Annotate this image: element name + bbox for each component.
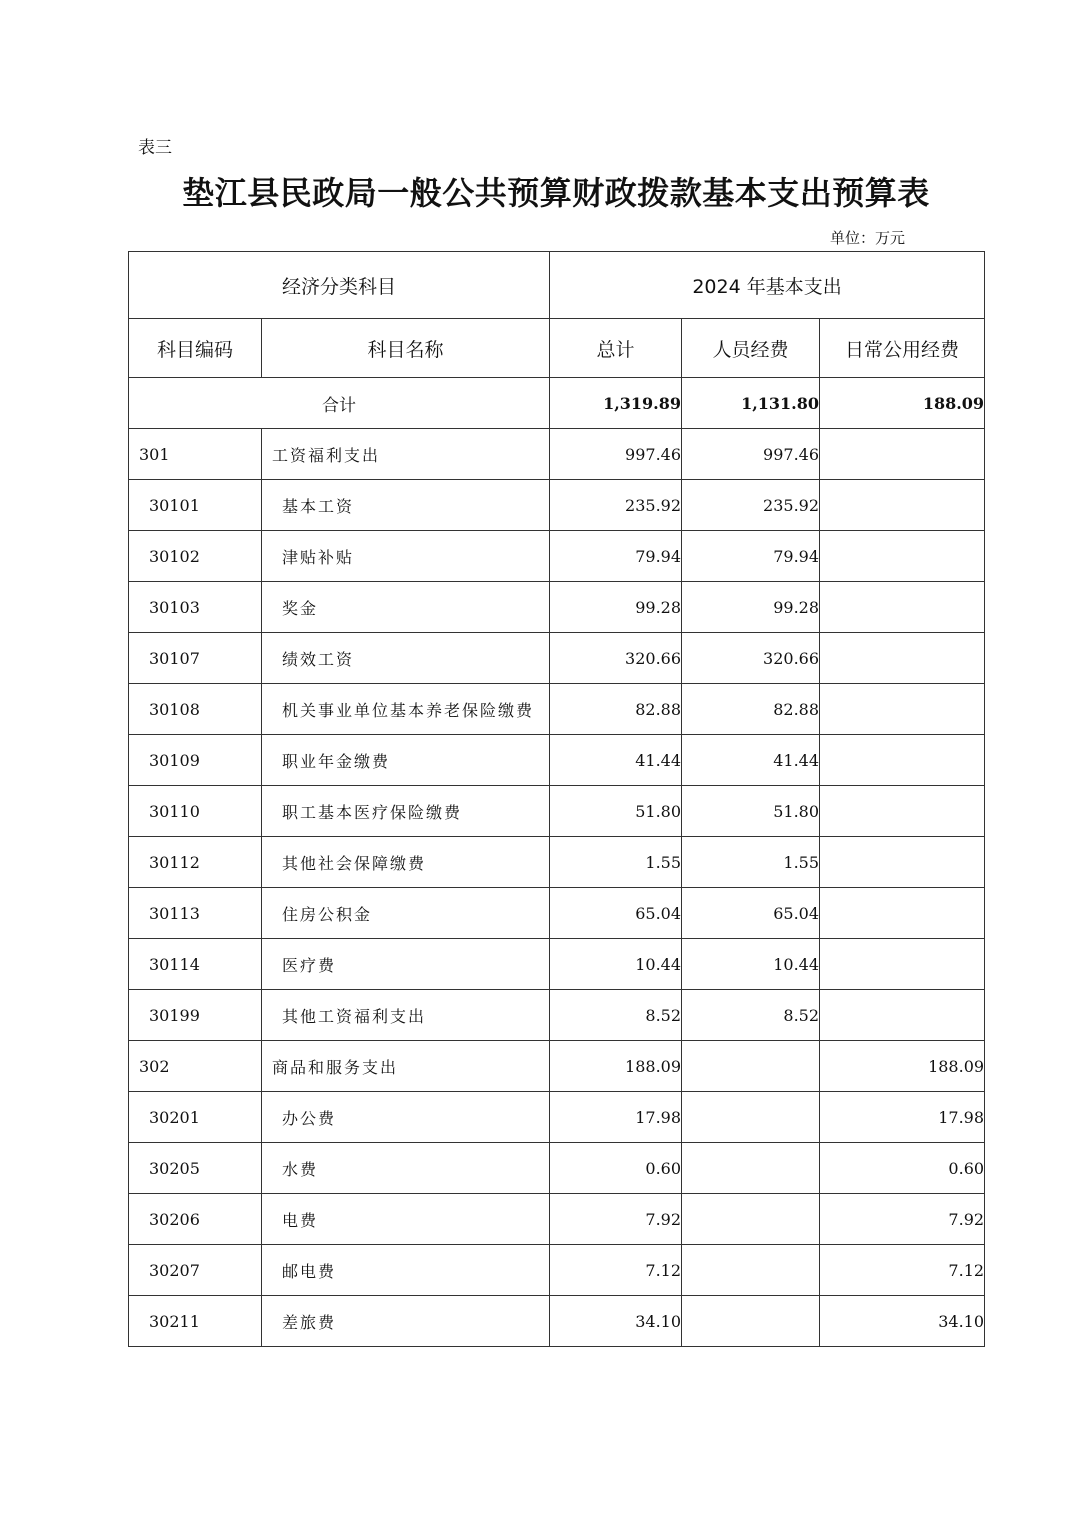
total-amount: 1,319.89 — [550, 378, 682, 429]
row-name: 职工基本医疗保险缴费 — [262, 786, 550, 837]
row-total: 320.66 — [550, 633, 682, 684]
row-public — [820, 786, 985, 837]
table-row — [129, 531, 985, 582]
row-code: 30112 — [129, 837, 262, 888]
table-row — [129, 429, 985, 480]
row-total: 65.04 — [550, 888, 682, 939]
row-code: 30113 — [129, 888, 262, 939]
row-name: 医疗费 — [262, 939, 550, 990]
header-total: 总计 — [550, 319, 682, 378]
total-row — [129, 378, 985, 429]
row-code: 30205 — [129, 1143, 262, 1194]
row-code: 30107 — [129, 633, 262, 684]
row-name: 绩效工资 — [262, 633, 550, 684]
row-public — [820, 735, 985, 786]
row-public — [820, 429, 985, 480]
row-public: 7.92 — [820, 1194, 985, 1245]
row-code: 30108 — [129, 684, 262, 735]
row-public — [820, 531, 985, 582]
table-row — [129, 990, 985, 1041]
row-personnel: 99.28 — [682, 582, 820, 633]
table-row — [129, 582, 985, 633]
header-econ-category: 经济分类科目 — [129, 252, 550, 319]
row-code: 30201 — [129, 1092, 262, 1143]
table-row — [129, 1143, 985, 1194]
row-code: 301 — [129, 429, 262, 480]
row-public — [820, 633, 985, 684]
row-public: 17.98 — [820, 1092, 985, 1143]
table-row — [129, 888, 985, 939]
row-name: 住房公积金 — [262, 888, 550, 939]
table-label: 表三 — [138, 138, 172, 158]
table-row — [129, 837, 985, 888]
header-personnel: 人员经费 — [682, 319, 820, 378]
table-row — [129, 939, 985, 990]
row-code: 30211 — [129, 1296, 262, 1347]
row-code: 30103 — [129, 582, 262, 633]
row-personnel — [682, 1245, 820, 1296]
row-name: 职业年金缴费 — [262, 735, 550, 786]
row-total: 82.88 — [550, 684, 682, 735]
row-public — [820, 582, 985, 633]
row-personnel: 41.44 — [682, 735, 820, 786]
row-name: 办公费 — [262, 1092, 550, 1143]
row-total: 188.09 — [550, 1041, 682, 1092]
table-row — [129, 735, 985, 786]
row-public: 7.12 — [820, 1245, 985, 1296]
row-code: 30199 — [129, 990, 262, 1041]
header-year-expense: 2024 年基本支出 — [550, 252, 985, 319]
row-personnel: 82.88 — [682, 684, 820, 735]
table-row — [129, 1092, 985, 1143]
row-code: 30114 — [129, 939, 262, 990]
row-code: 30102 — [129, 531, 262, 582]
row-code: 302 — [129, 1041, 262, 1092]
row-name: 电费 — [262, 1194, 550, 1245]
row-total: 1.55 — [550, 837, 682, 888]
row-personnel: 51.80 — [682, 786, 820, 837]
row-total: 79.94 — [550, 531, 682, 582]
row-personnel — [682, 1296, 820, 1347]
table-row — [129, 1245, 985, 1296]
row-public — [820, 990, 985, 1041]
row-personnel: 997.46 — [682, 429, 820, 480]
row-name: 商品和服务支出 — [262, 1041, 550, 1092]
row-name: 工资福利支出 — [262, 429, 550, 480]
total-public: 188.09 — [820, 378, 985, 429]
row-total: 99.28 — [550, 582, 682, 633]
row-public: 0.60 — [820, 1143, 985, 1194]
row-personnel: 65.04 — [682, 888, 820, 939]
row-code: 30101 — [129, 480, 262, 531]
row-code: 30206 — [129, 1194, 262, 1245]
table-row — [129, 1194, 985, 1245]
row-name: 机关事业单位基本养老保险缴费 — [262, 684, 550, 735]
row-code: 30110 — [129, 786, 262, 837]
row-total: 7.12 — [550, 1245, 682, 1296]
header-name: 科目名称 — [262, 319, 550, 378]
budget-table — [128, 251, 985, 1347]
row-code: 30109 — [129, 735, 262, 786]
table-row — [129, 633, 985, 684]
unit-label: 单位：万元 — [830, 229, 906, 247]
header-row-2 — [129, 319, 985, 378]
row-personnel: 320.66 — [682, 633, 820, 684]
row-name: 其他社会保障缴费 — [262, 837, 550, 888]
row-name: 差旅费 — [262, 1296, 550, 1347]
row-total: 17.98 — [550, 1092, 682, 1143]
row-public — [820, 684, 985, 735]
row-total: 51.80 — [550, 786, 682, 837]
row-personnel: 1.55 — [682, 837, 820, 888]
table-row — [129, 1041, 985, 1092]
row-personnel: 10.44 — [682, 939, 820, 990]
row-total: 235.92 — [550, 480, 682, 531]
row-total: 8.52 — [550, 990, 682, 1041]
row-total: 41.44 — [550, 735, 682, 786]
row-name: 水费 — [262, 1143, 550, 1194]
row-total: 34.10 — [550, 1296, 682, 1347]
row-personnel: 8.52 — [682, 990, 820, 1041]
row-personnel — [682, 1143, 820, 1194]
total-label: 合计 — [129, 378, 550, 429]
row-public: 34.10 — [820, 1296, 985, 1347]
row-personnel: 235.92 — [682, 480, 820, 531]
table-row — [129, 684, 985, 735]
header-code: 科目编码 — [129, 319, 262, 378]
row-personnel: 79.94 — [682, 531, 820, 582]
row-name: 奖金 — [262, 582, 550, 633]
row-name: 邮电费 — [262, 1245, 550, 1296]
row-total: 997.46 — [550, 429, 682, 480]
row-public — [820, 480, 985, 531]
header-public: 日常公用经费 — [820, 319, 985, 378]
row-public — [820, 939, 985, 990]
header-row-1 — [129, 252, 985, 319]
row-personnel — [682, 1041, 820, 1092]
total-personnel: 1,131.80 — [682, 378, 820, 429]
table-row — [129, 786, 985, 837]
row-public — [820, 888, 985, 939]
row-public — [820, 837, 985, 888]
row-total: 10.44 — [550, 939, 682, 990]
row-public: 188.09 — [820, 1041, 985, 1092]
row-total: 7.92 — [550, 1194, 682, 1245]
row-name: 基本工资 — [262, 480, 550, 531]
row-name: 其他工资福利支出 — [262, 990, 550, 1041]
row-name: 津贴补贴 — [262, 531, 550, 582]
row-code: 30207 — [129, 1245, 262, 1296]
row-total: 0.60 — [550, 1143, 682, 1194]
row-personnel — [682, 1092, 820, 1143]
table-row — [129, 1296, 985, 1347]
page-title: 垫江县民政局一般公共预算财政拨款基本支出预算表 — [182, 174, 930, 212]
row-personnel — [682, 1194, 820, 1245]
table-row — [129, 480, 985, 531]
